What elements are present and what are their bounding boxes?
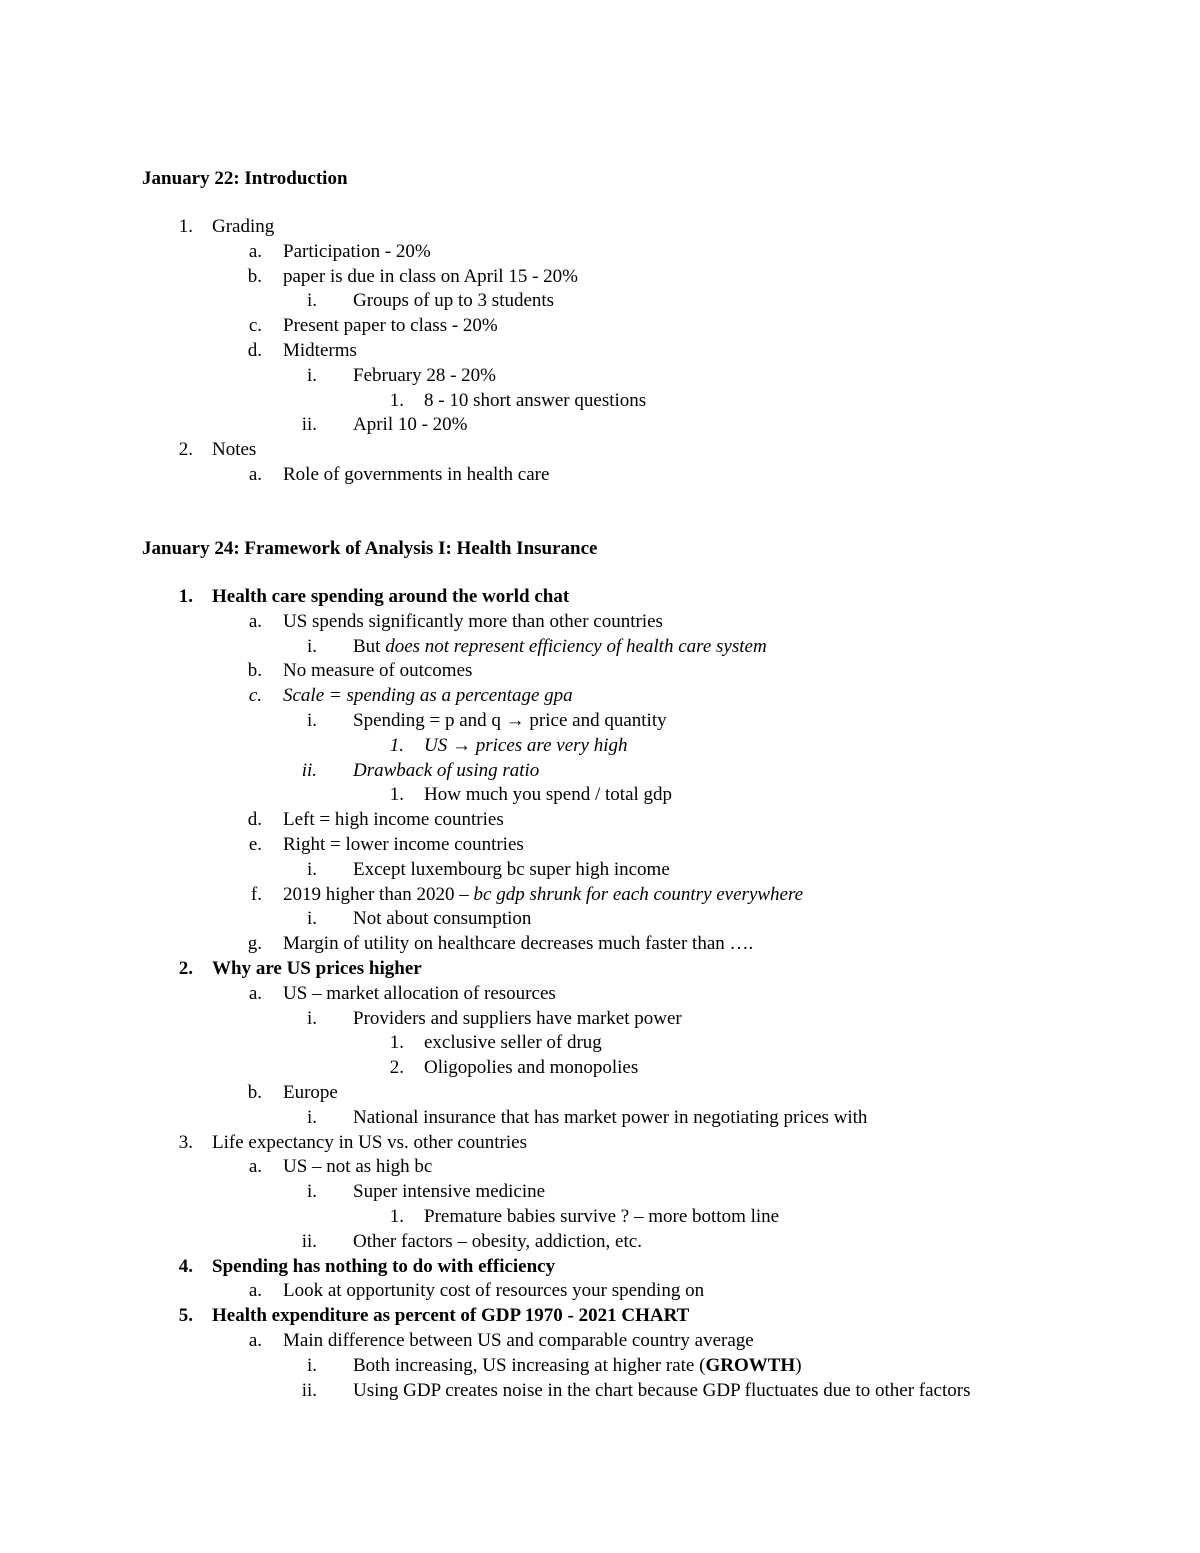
outline-text: [353, 857, 670, 882]
outline-item: [0, 264, 1200, 289]
outline-item: [0, 1378, 1200, 1403]
outline-text: [283, 609, 663, 634]
outline-marker: g.: [247, 933, 262, 955]
outline-item: [0, 733, 1200, 758]
outline-text-run: Why are US prices higher: [212, 958, 422, 979]
outline-text-run: Left = high income countries: [283, 809, 504, 831]
outline-marker: 2.: [178, 958, 193, 979]
outline-text-run: Both increasing, US increasing at higher rate (: [353, 1354, 706, 1376]
outline-marker: a.: [248, 610, 262, 632]
outline-item: [0, 214, 1200, 239]
outline-marker: i.: [306, 858, 317, 880]
outline-item: [0, 683, 1200, 708]
outline-item: [0, 609, 1200, 634]
outline-marker: c.: [248, 315, 262, 337]
outline-text: [424, 782, 672, 807]
outline-text: [283, 931, 753, 956]
outline-marker: 2.: [389, 1057, 404, 1079]
outline-text-run: US → prices are very high: [424, 734, 628, 756]
outline-item: [0, 239, 1200, 264]
outline-text-run: US spends significantly more than other countries: [283, 610, 663, 632]
outline-text: [353, 1006, 682, 1031]
outline-item: [0, 1353, 1200, 1378]
outline-item: [0, 363, 1200, 388]
outline-text-run: Grading: [212, 216, 275, 237]
outline-text: [424, 388, 646, 413]
outline-text-run: ): [795, 1354, 802, 1376]
outline-marker: i.: [306, 290, 317, 312]
outline-marker: 1.: [389, 1032, 404, 1054]
outline-text: [212, 214, 274, 239]
outline-text: [353, 1229, 642, 1254]
outline-text: [283, 313, 498, 338]
outline-text-run: Margin of utility on healthcare decreases much faster than ….: [283, 933, 754, 955]
outline-item: [0, 782, 1200, 807]
outline-text: [424, 1030, 602, 1055]
outline-text-run: No measure of outcomes: [283, 660, 473, 682]
outline-marker: b.: [247, 265, 262, 287]
outline-text-run: bc gdp shrunk for each country everywhere: [473, 883, 804, 905]
outline-text: [424, 1204, 779, 1229]
outline-text-run: Right = lower income countries: [283, 834, 524, 855]
outline-text-run: GROWTH: [705, 1354, 796, 1376]
outline-item: [0, 1254, 1200, 1279]
outline-text-run: 8 - 10 short answer questions: [424, 389, 647, 411]
outline-marker: 1.: [178, 216, 193, 237]
outline-text-run: National insurance that has market power in negotiating prices with: [353, 1106, 868, 1128]
outline-text: [424, 733, 628, 758]
outline-item: [0, 807, 1200, 832]
outline-text: [353, 1378, 970, 1403]
outline-marker: d.: [247, 340, 262, 361]
outline-text: [353, 1105, 867, 1130]
outline-item: [0, 758, 1200, 783]
outline-item: [0, 1080, 1200, 1105]
outline-text-run: Drawback of using ratio: [353, 759, 540, 781]
outline-marker: a.: [248, 1330, 262, 1351]
outline-item: [0, 1055, 1200, 1080]
outline-marker: b.: [247, 1082, 262, 1103]
outline-text-run: exclusive seller of drug: [424, 1032, 602, 1054]
outline-text: [212, 956, 422, 981]
outline-text-run: Other factors – obesity, addiction, etc.: [353, 1230, 642, 1252]
section-heading-jan24: January 24: Framework of Analysis I: Health Insurance: [142, 538, 598, 559]
outline-item: [0, 857, 1200, 882]
outline-text: [283, 1154, 432, 1179]
outline-text: [353, 1353, 802, 1378]
outline-item: [0, 906, 1200, 931]
outline-marker: i.: [306, 1354, 317, 1376]
outline-item: [0, 1229, 1200, 1254]
outline-text-run: US – market allocation of resources: [283, 982, 556, 1004]
outline-marker: i.: [306, 635, 317, 657]
outline-item: [0, 288, 1200, 313]
outline-text-run: Look at opportunity cost of resources your spending on: [283, 1280, 705, 1302]
outline-item: [0, 1130, 1200, 1155]
outline-marker: a.: [248, 1280, 262, 1302]
outline-text: [283, 338, 357, 363]
outline-item: [0, 584, 1200, 609]
outline-item: [0, 313, 1200, 338]
outline-text: [283, 1278, 704, 1303]
outline-text-run: Notes: [212, 439, 257, 461]
outline-text: [353, 634, 767, 659]
outline-text: [353, 758, 539, 783]
outline-marker: 1.: [389, 389, 404, 411]
outline-marker: i.: [306, 710, 317, 731]
outline-marker: i.: [306, 364, 317, 386]
outline-text-run: Midterms: [283, 340, 357, 361]
outline-text-run: Premature babies survive ? – more bottom line: [424, 1206, 780, 1227]
outline-text: [424, 1055, 638, 1080]
outline-item: [0, 1154, 1200, 1179]
outline-text-run: Present paper to class - 20%: [283, 315, 498, 337]
outline-text-run: Groups of up to 3 students: [353, 290, 555, 312]
outline-text-run: Spending has nothing to do with efficiency: [212, 1255, 556, 1277]
outline-marker: d.: [247, 809, 262, 831]
outline-text: [212, 584, 569, 609]
outline-text-run: Providers and suppliers have market power: [353, 1007, 682, 1029]
outline-text-run: But: [353, 635, 386, 657]
outline-text: [283, 981, 556, 1006]
outline-text: [353, 906, 531, 931]
outline-marker: 4.: [178, 1255, 193, 1277]
outline-text: [283, 683, 573, 708]
outline-item: [0, 412, 1200, 437]
outline-text: [353, 708, 667, 733]
outline-text-run: Health care spending around the world chat: [212, 586, 570, 607]
outline-text-run: Europe: [283, 1082, 338, 1103]
outline-marker: i.: [306, 1007, 317, 1029]
outline-marker: b.: [247, 660, 262, 682]
outline-marker: ii.: [301, 414, 317, 436]
outline-text: [353, 363, 496, 388]
outline-item: [0, 1179, 1200, 1204]
outline-text: [353, 1179, 545, 1204]
outline-marker: ii.: [301, 1379, 317, 1401]
outline-text: [212, 437, 256, 462]
outline-text-run: Using GDP creates noise in the chart because GDP fluctuates due to other factors: [353, 1379, 971, 1401]
outline-text-run: April 10 - 20%: [353, 414, 468, 436]
outline-text: [283, 1080, 338, 1105]
outline-text-run: 2019 higher than 2020 –: [283, 883, 474, 905]
outline-text-run: February 28 - 20%: [353, 364, 496, 386]
outline-text-run: Main difference between US and comparable country average: [283, 1330, 754, 1351]
outline-item: [0, 1328, 1200, 1353]
outline-text: [283, 807, 504, 832]
outline-text-run: Super intensive medicine: [353, 1181, 546, 1203]
outline-item: [0, 1006, 1200, 1031]
outline-marker: 1.: [389, 1206, 404, 1227]
outline-marker: 2.: [178, 439, 193, 461]
outline-text-run: Health expenditure as percent of GDP 1970 - 2021 CHART: [212, 1305, 690, 1327]
section-heading-jan22: January 22: Introduction: [142, 168, 348, 189]
outline-item: [0, 981, 1200, 1006]
outline-text-run: US – not as high bc: [283, 1156, 433, 1178]
outline-marker: 5.: [178, 1305, 193, 1327]
outline-item: [0, 956, 1200, 981]
outline-marker: a.: [248, 240, 262, 262]
outline-text: [212, 1254, 555, 1279]
outline-item: [0, 882, 1200, 907]
outline-item: [0, 931, 1200, 956]
outline-marker: ii.: [301, 759, 317, 781]
outline-text: [212, 1130, 527, 1155]
outline-marker: a.: [248, 1156, 262, 1178]
outline-marker: 1.: [389, 734, 404, 756]
outline-marker: e.: [248, 834, 262, 855]
outline-text: [283, 658, 472, 683]
outline-marker: i.: [306, 1181, 317, 1203]
outline-item: [0, 708, 1200, 733]
outline-item: [0, 1204, 1200, 1229]
outline-text-run: Role of governments in health care: [283, 464, 550, 485]
outline-text-run: does not represent efficiency of health care system: [385, 635, 767, 657]
outline-text-run: paper is due in class on April 15 - 20%: [283, 265, 578, 287]
outline-text: [283, 264, 578, 289]
outline-text: [283, 462, 549, 487]
outline-text-run: Scale = spending as a percentage gpa: [283, 685, 573, 707]
outline-text-run: Participation - 20%: [283, 240, 431, 262]
outline-text-run: Oligopolies and monopolies: [424, 1057, 639, 1079]
outline-marker: i.: [306, 908, 317, 930]
outline-marker: 3.: [178, 1131, 193, 1153]
outline-item: [0, 1303, 1200, 1328]
outline-marker: a.: [248, 464, 262, 485]
outline-text-run: How much you spend / total gdp: [424, 784, 673, 806]
outline-item: [0, 658, 1200, 683]
outline-text: [283, 239, 431, 264]
outline-text: [283, 1328, 754, 1353]
outline-marker: 1.: [178, 586, 193, 607]
outline-text-run: Not about consumption: [353, 908, 532, 930]
outline-item: [0, 338, 1200, 363]
outline-item: [0, 634, 1200, 659]
outline-text: [283, 882, 803, 907]
outline-marker: ii.: [301, 1230, 317, 1252]
outline-text: [212, 1303, 689, 1328]
outline-marker: c.: [248, 685, 262, 707]
outline-text: [283, 832, 524, 857]
outline-marker: a.: [248, 982, 262, 1004]
outline-text: [353, 412, 468, 437]
outline-item: [0, 437, 1200, 462]
outline-marker: 1.: [389, 784, 404, 806]
outline-marker: f.: [250, 883, 262, 905]
outline-marker: i.: [306, 1106, 317, 1128]
outline-item: [0, 1030, 1200, 1055]
outline-text-run: Life expectancy in US vs. other countries: [212, 1131, 527, 1153]
outline-item: [0, 1278, 1200, 1303]
outline-item: [0, 1105, 1200, 1130]
outline-item: [0, 832, 1200, 857]
outline-text-run: Spending = p and q → price and quantity: [353, 710, 667, 731]
outline-item: [0, 462, 1200, 487]
outline-item: [0, 388, 1200, 413]
outline-text-run: Except luxembourg bc super high income: [353, 858, 670, 880]
outline-text: [353, 288, 554, 313]
